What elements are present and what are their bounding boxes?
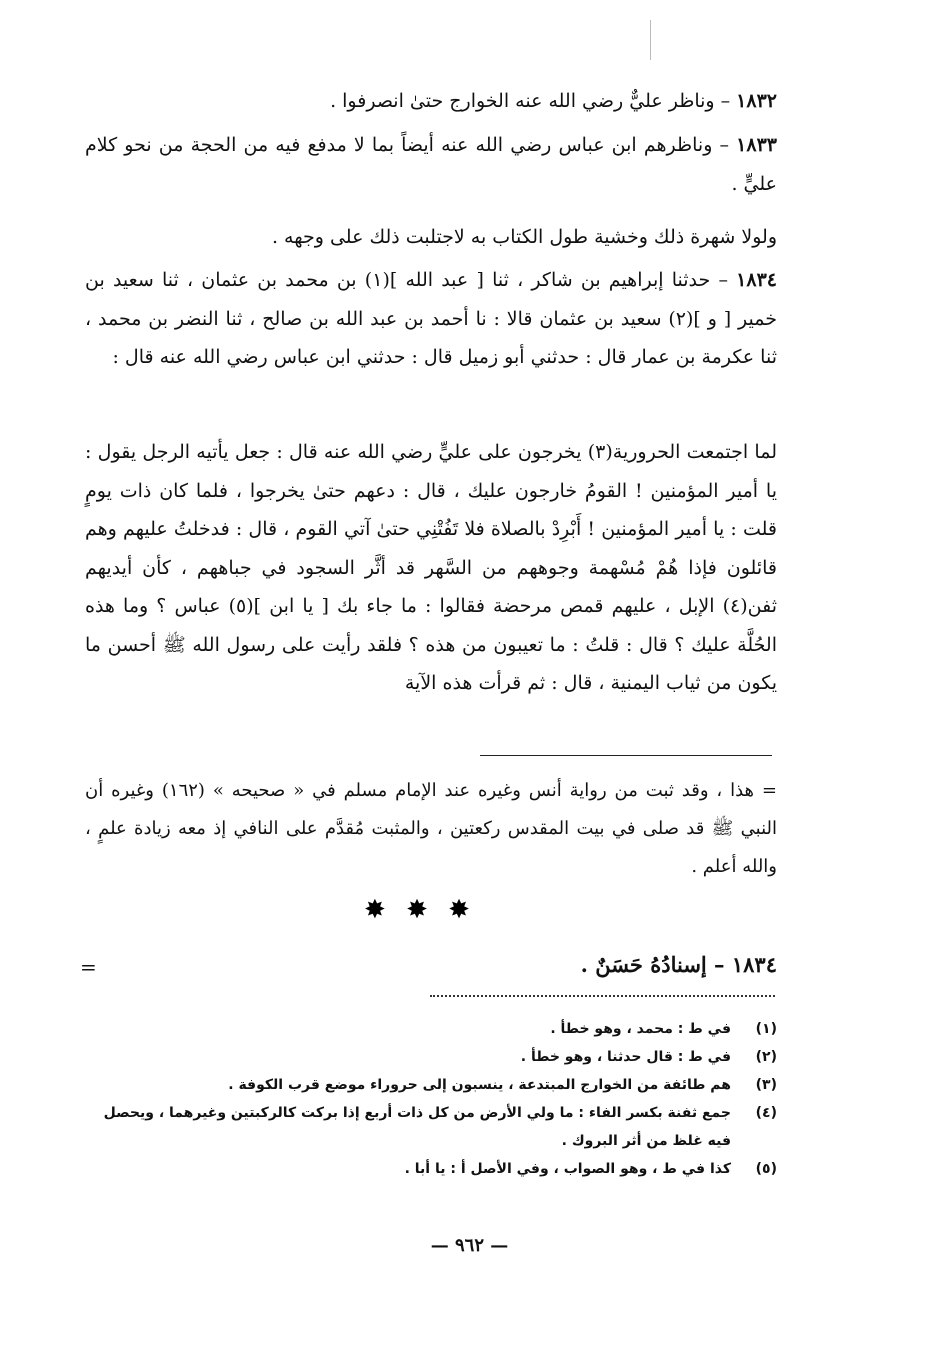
page-number: — ٩٦٢ — xyxy=(430,1235,509,1256)
grading-line: ١٨٣٤ – إسنادُهُ حَسَنٌ . xyxy=(580,952,777,977)
continued-note: = هذا ، وقد ثبت من رواية أنس وغيره عند الإمام مسلم في « صحيحه » (١٦٢) وغيره أن النبي ﷺ قد صلى في بيت المقدس ركعتين ، والمثبت مُقدَّم على النافي إذ معه زيادة علمٍ ، والله أعلم . xyxy=(85,780,777,877)
paragraph-text: – وناظرهم ابن عباس رضي الله عنه أيضاً بما لا مدفع فيه من الحجة من نحو كلام عليٍّ . xyxy=(85,134,777,195)
paragraph-remark xyxy=(85,218,777,257)
scan-mark xyxy=(650,20,651,60)
paragraph-text: لما اجتمعت الحرورية(٣) يخرجون على عليٍّ رضي الله عنه قال : جعل يأتيه الرجل يقول : يا أمير المؤمنين ! القومُ خارجون عليك ، قال : دعهم حتىٰ يخرجوا ، فلما كان ذات يومٍ قلت : يا أمير المؤمنين ! أَبْرِدْ بالصلاة فلا تَفُتْنِي حتىٰ آتي القوم ، قال : فدخلتُ عليهم وهم قائلون فإذا هُمْ مُسْهمة وجوههم من السَّهر قد أثَّر السجود في جباههم ، كأن أيديهم ثفن(٤) الإبل ، عليهم قمص مرحضة فقالوا : ما جاء بك [ يا ابن ](٥) عباس ؟ وما هذه الحُلَّة عليك ؟ قال : قلتُ : ما تعيبون من هذه ؟ فلقد رأيت على رسول الله ﷺ أحسن ما يكون من ثياب اليمنية ، قال : ثم قرأت هذه الآية xyxy=(85,441,778,694)
paragraph-1834 xyxy=(85,261,777,377)
hadith-number: ١٨٣٤ xyxy=(736,269,777,291)
footnote xyxy=(77,1071,777,1099)
footnote xyxy=(77,1155,777,1183)
footnote-number: (٥) xyxy=(755,1161,777,1177)
paragraph-text: – وناظر عليٌّ رضي الله عنه الخوارج حتىٰ انصرفوا . xyxy=(330,90,737,112)
footnote-text: كذا في ط ، وهو الصواب ، وفي الأصل أ : يا أبا . xyxy=(404,1161,731,1177)
paragraph-1833 xyxy=(85,126,777,203)
footnote xyxy=(77,1043,777,1071)
separator-stars: ✸ ✸ ✸ xyxy=(364,895,476,925)
hadith-number: ١٨٣٣ xyxy=(736,134,777,156)
paragraph-text: ولولا شهرة ذلك وخشية طول الكتاب به لاجتلبت ذلك على وجهه . xyxy=(271,226,777,248)
footnote-number: (٤) xyxy=(755,1105,777,1121)
footnote xyxy=(77,1099,777,1155)
footnote-text: في ط : محمد ، وهو خطأ . xyxy=(550,1021,731,1037)
paragraph-1832 xyxy=(85,82,777,121)
footnote-text: هم طائفة من الخوارج المبتدعة ، ينسبون إلى حروراء موضع قرب الكوفة . xyxy=(228,1077,731,1093)
footnote-text: في ط : قال حدثنا ، وهو خطأ . xyxy=(520,1049,731,1065)
footnotes xyxy=(77,1015,777,1183)
footnote-number: (٢) xyxy=(755,1049,777,1065)
footnote xyxy=(77,1015,777,1043)
paragraph-narration xyxy=(85,433,777,703)
paragraph-text: – حدثنا إبراهيم بن شاكر ، ثنا [ عبد الله ](١) بن محمد بن عثمان ، ثنا سعيد بن خمير [ و ](٢) سعيد بن عثمان قالا : نا أحمد بن عبد الله بن صالح ، ثنا النضر بن محمد ، ثنا عكرمة بن عمار قال : حدثني أبو زميل قال : حدثني ابن عباس رضي الله عنه قال : xyxy=(85,269,777,368)
continue-mark: = xyxy=(80,955,97,979)
dotted-divider xyxy=(430,995,775,997)
footnote-divider xyxy=(480,755,772,756)
footnote-text: جمع ثفنة بكسر الفاء : ما ولي الأرض من كل ذات أربع إذا بركت كالركبتين وغيرهما ، ويحصل فيه غلظ من أثر البروك . xyxy=(103,1105,731,1149)
hadith-number: ١٨٣٢ xyxy=(736,90,777,112)
footnote-number: (١) xyxy=(755,1021,777,1037)
footnote-number: (٣) xyxy=(755,1077,777,1093)
